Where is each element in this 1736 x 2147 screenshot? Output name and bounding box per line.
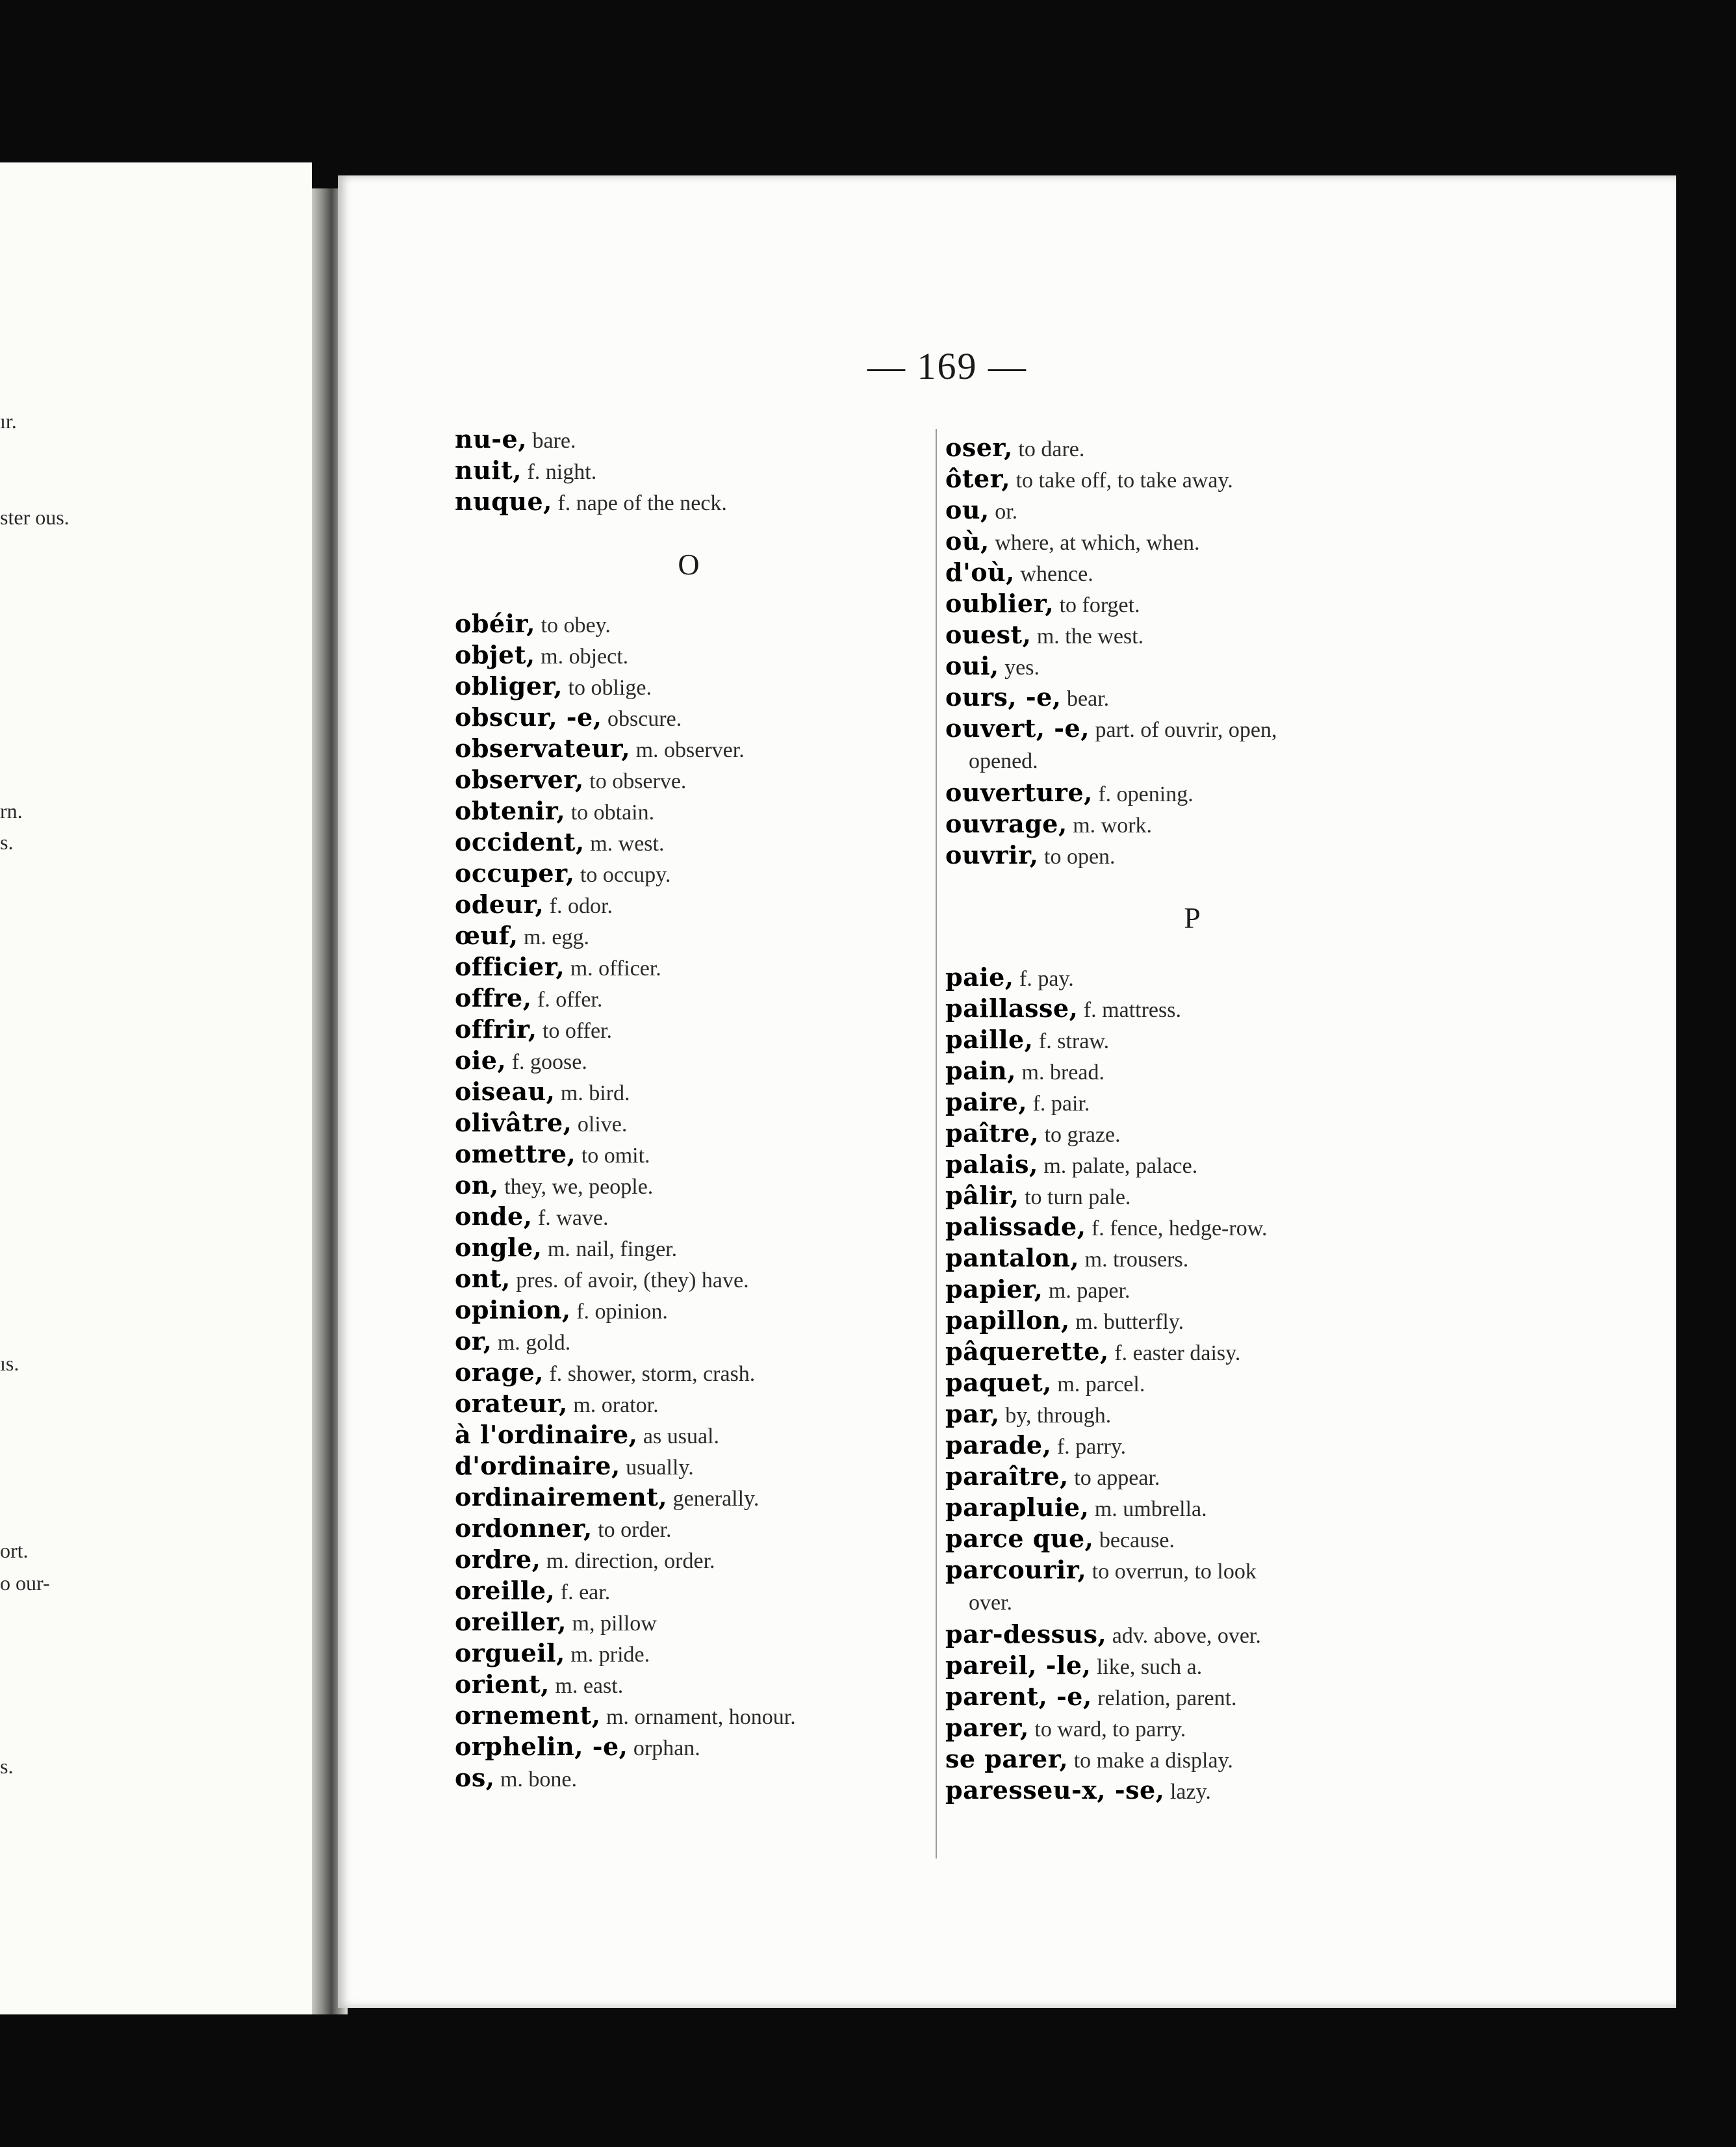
definition: m, pillow — [572, 1612, 657, 1636]
headword: ouvrir, — [945, 840, 1039, 869]
column-divider — [936, 429, 937, 1858]
definition: to ward, to parry. — [1034, 1717, 1186, 1742]
definition: to appear. — [1074, 1466, 1160, 1490]
definition: to overrun, to look — [1091, 1560, 1257, 1584]
headword: ont, — [455, 1264, 511, 1293]
dictionary-entry — [945, 993, 1439, 1024]
headword: pain, — [945, 1056, 1016, 1085]
headword: palissade, — [945, 1212, 1086, 1241]
definition: m. parcel. — [1057, 1372, 1145, 1396]
dictionary-entry — [945, 1430, 1439, 1461]
headword: orphelin, -e, — [455, 1732, 628, 1761]
dictionary-entry — [455, 1482, 923, 1513]
headword: obtenir, — [455, 796, 566, 825]
dictionary-entry — [455, 486, 923, 517]
dictionary-entry — [455, 702, 923, 733]
dictionary-entry — [945, 777, 1439, 808]
definition: f. nape of the neck. — [557, 491, 727, 515]
definition: f. offer. — [537, 988, 603, 1012]
definition: to dare. — [1018, 437, 1085, 461]
definition: f. opening. — [1098, 782, 1194, 806]
left-page-fragment: ır. — [0, 409, 17, 433]
dictionary-entry — [945, 808, 1439, 840]
dictionary-entry — [455, 455, 923, 486]
headword: nu-e, — [455, 424, 527, 454]
headword: olivâtre, — [455, 1108, 572, 1137]
dictionary-entry — [945, 463, 1439, 495]
definition: adv. above, over. — [1112, 1624, 1261, 1648]
dictionary-entry — [455, 1045, 923, 1076]
definition: to turn pale. — [1025, 1185, 1131, 1209]
headword: paire, — [945, 1087, 1028, 1116]
headword: oreiller, — [455, 1607, 567, 1636]
dictionary-entry — [455, 764, 923, 795]
dictionary-entry — [455, 1357, 923, 1388]
headword: oui, — [945, 651, 999, 680]
definition: m. bird. — [560, 1081, 630, 1105]
definition: f. parry. — [1056, 1435, 1127, 1459]
definition: bare. — [532, 429, 576, 453]
headword: paie, — [945, 962, 1014, 992]
headword: officier, — [455, 952, 565, 981]
headword: parer, — [945, 1713, 1029, 1742]
headword: palais, — [945, 1150, 1038, 1179]
dictionary-entry — [945, 1211, 1439, 1242]
definition: f. straw. — [1038, 1029, 1110, 1053]
definition: m. orator. — [573, 1393, 659, 1417]
dictionary-entry — [455, 1762, 923, 1793]
dictionary-entry — [455, 858, 923, 889]
headword: oie, — [455, 1046, 507, 1075]
definition: usually. — [626, 1456, 694, 1480]
headword: paille, — [945, 1025, 1034, 1054]
dictionary-entry — [945, 1180, 1439, 1211]
headword: ouverture, — [945, 778, 1093, 807]
section-letter-o: O — [678, 548, 700, 581]
headword: ouvrage, — [945, 809, 1067, 838]
dictionary-entry — [455, 1513, 923, 1544]
headword: ordonner, — [455, 1513, 593, 1543]
definition: obscure. — [607, 707, 682, 731]
headword: par, — [945, 1399, 1000, 1428]
dictionary-entry — [455, 1170, 923, 1201]
dictionary-entry — [455, 1731, 923, 1762]
headword: se parer, — [945, 1744, 1069, 1773]
definition: bear. — [1067, 687, 1110, 711]
headword: paillasse, — [945, 994, 1079, 1023]
headword: où, — [945, 526, 989, 556]
dictionary-entry — [455, 1294, 923, 1326]
definition: to graze. — [1044, 1123, 1121, 1147]
headword: offrir, — [455, 1014, 537, 1044]
headword: ordinairement, — [455, 1482, 668, 1511]
definition: f. odor. — [549, 894, 613, 918]
definition: m. gold. — [497, 1331, 571, 1355]
definition-continuation: opened. — [969, 749, 1038, 773]
dictionary-entry — [945, 1086, 1439, 1118]
headword: paresseu-x, -se, — [945, 1775, 1165, 1805]
headword: orgueil, — [455, 1638, 565, 1667]
definition: to obtain. — [570, 801, 655, 825]
dictionary-entry — [945, 1274, 1439, 1305]
definition-continuation: over. — [969, 1591, 1013, 1615]
dictionary-entry — [945, 1712, 1439, 1743]
headword: ongle, — [455, 1233, 542, 1262]
dictionary-entry — [455, 889, 923, 920]
headword: pareil, -le, — [945, 1651, 1091, 1680]
definition: like, such a. — [1096, 1655, 1203, 1679]
definition: part. of ouvrir, open, — [1095, 718, 1277, 742]
headword: on, — [455, 1170, 499, 1200]
dictionary-entry — [945, 432, 1439, 463]
headword: parade, — [945, 1430, 1052, 1459]
definition: m. umbrella. — [1094, 1497, 1207, 1521]
definition: m. east. — [555, 1674, 624, 1698]
headword: œuf, — [455, 921, 518, 950]
headword: ornement, — [455, 1701, 601, 1730]
dictionary-entry — [455, 1669, 923, 1700]
left-page-fragment: ster ous. — [0, 506, 70, 529]
definition: m. the west. — [1036, 624, 1144, 649]
headword: omettre, — [455, 1139, 576, 1168]
definition: m. direction, order. — [546, 1549, 715, 1573]
definition: m. officer. — [570, 957, 661, 981]
dictionary-entry — [455, 983, 923, 1014]
headword: à l'ordinaire, — [455, 1420, 638, 1449]
definition: f. pay. — [1019, 967, 1074, 991]
definition: to obey. — [541, 613, 611, 637]
definition: f. ear. — [560, 1580, 611, 1604]
dictionary-entry — [455, 951, 923, 983]
headword: orient, — [455, 1669, 550, 1699]
left-page-fragment: o our- — [0, 1571, 50, 1595]
dictionary-entry — [455, 1419, 923, 1450]
dictionary-entry — [455, 1232, 923, 1263]
definition: to open. — [1044, 845, 1116, 869]
dictionary-entry — [945, 588, 1439, 619]
dictionary-entry — [455, 608, 923, 639]
headword: obéir, — [455, 609, 536, 638]
dictionary-entry — [455, 671, 923, 702]
left-page — [0, 162, 312, 2014]
definition: f. fence, hedge-row. — [1091, 1216, 1268, 1241]
definition: f. goose. — [511, 1050, 587, 1074]
dictionary-entry — [945, 1681, 1439, 1712]
dictionary-entry — [455, 1388, 923, 1419]
dictionary-entry — [945, 1024, 1439, 1055]
dictionary-entry — [945, 1523, 1439, 1554]
dictionary-entry — [945, 962, 1439, 993]
headword: opinion, — [455, 1295, 571, 1324]
left-page-fragment: s. — [0, 830, 14, 854]
definition: m. bread. — [1021, 1061, 1104, 1085]
dictionary-entry — [945, 1118, 1439, 1149]
headword: parce que, — [945, 1524, 1094, 1553]
dictionary-entry — [945, 1305, 1439, 1336]
definition: to oblige. — [568, 676, 652, 700]
headword: ouest, — [945, 620, 1032, 649]
definition: they, we, people. — [504, 1175, 654, 1199]
definition: relation, parent. — [1097, 1686, 1237, 1710]
definition: orphan. — [633, 1736, 700, 1760]
left-page-fragment: rn. — [0, 799, 23, 823]
dictionary-entry — [945, 1554, 1439, 1619]
headword: offre, — [455, 983, 532, 1012]
left-page-fragment: s. — [0, 1755, 14, 1778]
definition: m. bone. — [500, 1768, 578, 1792]
headword: observer, — [455, 765, 584, 794]
definition: m. west. — [590, 832, 665, 856]
headword: occident, — [455, 827, 585, 856]
dictionary-entry — [455, 1450, 923, 1482]
headword: observateur, — [455, 734, 631, 763]
definition: m. observer. — [635, 738, 745, 762]
page-number: — 169 — — [867, 345, 1027, 387]
dictionary-entry — [945, 1492, 1439, 1523]
dictionary-entry — [455, 1263, 923, 1294]
definition: lazy. — [1169, 1780, 1211, 1804]
dictionary-entry — [945, 557, 1439, 588]
headword: pantalon, — [945, 1243, 1080, 1272]
dictionary-entry — [455, 1138, 923, 1170]
definition: m. egg. — [523, 925, 589, 949]
definition: f. shower, storm, crash. — [549, 1362, 756, 1386]
dictionary-entry — [455, 1606, 923, 1638]
headword: ôter, — [945, 464, 1011, 493]
definition: whence. — [1020, 562, 1093, 586]
definition: f. night. — [527, 460, 597, 484]
headword: pâquerette, — [945, 1337, 1109, 1366]
definition: yes. — [1004, 656, 1040, 680]
headword: papillon, — [945, 1305, 1070, 1335]
dictionary-entry — [945, 1367, 1439, 1398]
left-page-fragment: ıs. — [0, 1352, 19, 1375]
dictionary-entry — [945, 1461, 1439, 1492]
headword: ours, -e, — [945, 682, 1062, 712]
dictionary-entry — [945, 1055, 1439, 1086]
dictionary-entry — [455, 1014, 923, 1045]
headword: paquet, — [945, 1368, 1052, 1397]
definition: m. palate, palace. — [1043, 1154, 1198, 1178]
definition: m. pride. — [570, 1643, 650, 1667]
definition: f. opinion. — [576, 1300, 668, 1324]
dictionary-entry — [945, 1650, 1439, 1681]
dictionary-entry — [945, 713, 1439, 777]
headword: d'ordinaire, — [455, 1451, 620, 1480]
definition: f. easter daisy. — [1114, 1341, 1241, 1365]
headword: onde, — [455, 1202, 533, 1231]
dictionary-entry — [945, 1398, 1439, 1430]
dictionary-entry — [455, 1076, 923, 1107]
headword: odeur, — [455, 890, 544, 919]
dictionary-entry — [455, 1700, 923, 1731]
definition: to forget. — [1059, 593, 1140, 617]
dictionary-entry — [455, 1638, 923, 1669]
definition: olive. — [577, 1112, 628, 1137]
definition: f. wave. — [537, 1206, 609, 1230]
dictionary-entry — [455, 1201, 923, 1232]
headword: oser, — [945, 433, 1013, 462]
headword: occuper, — [455, 858, 575, 888]
dictionary-entry — [945, 1336, 1439, 1367]
dictionary-entry — [945, 526, 1439, 557]
definition: m. work. — [1073, 814, 1153, 838]
dictionary-entry — [945, 1242, 1439, 1274]
definition: where, at which, when. — [995, 531, 1200, 555]
headword: os, — [455, 1763, 495, 1792]
dictionary-entry — [945, 1149, 1439, 1180]
headword: d'où, — [945, 558, 1015, 587]
dictionary-entry — [455, 424, 923, 455]
definition: m. ornament, honour. — [606, 1705, 796, 1729]
dictionary-entry — [455, 827, 923, 858]
dictionary-entry — [455, 795, 923, 827]
definition: to offer. — [542, 1019, 612, 1043]
definition: m. paper. — [1048, 1279, 1130, 1303]
headword: objet, — [455, 640, 535, 669]
definition: m. trousers. — [1084, 1248, 1189, 1272]
dictionary-entry — [455, 639, 923, 671]
definition: to observe. — [589, 769, 687, 793]
dictionary-entry — [455, 1575, 923, 1606]
headword: paraître, — [945, 1461, 1069, 1491]
headword: paître, — [945, 1118, 1040, 1148]
dictionary-column-left — [455, 424, 923, 1793]
definition: f. mattress. — [1083, 998, 1181, 1022]
section-letter-p: P — [1184, 901, 1201, 934]
headword: oublier, — [945, 589, 1054, 618]
dictionary-column-right — [945, 432, 1439, 1806]
dictionary-entry — [945, 840, 1439, 871]
headword: ou, — [945, 495, 989, 524]
headword: obliger, — [455, 671, 563, 701]
definition: f. pair. — [1032, 1092, 1090, 1116]
definition: as usual. — [643, 1424, 719, 1448]
dictionary-entry — [945, 1775, 1439, 1806]
headword: orateur, — [455, 1389, 568, 1418]
dictionary-entry — [455, 1107, 923, 1138]
definition: to order. — [598, 1518, 672, 1542]
dictionary-entry — [455, 920, 923, 951]
dictionary-entry — [945, 495, 1439, 526]
headword: oreille, — [455, 1576, 555, 1605]
definition: to omit. — [581, 1144, 650, 1168]
dictionary-entry — [455, 1544, 923, 1575]
headword: parent, -e, — [945, 1682, 1092, 1711]
headword: obscur, -e, — [455, 702, 602, 732]
headword: ordre, — [455, 1545, 541, 1574]
headword: parcourir, — [945, 1555, 1087, 1584]
headword: or, — [455, 1326, 492, 1356]
headword: papier, — [945, 1274, 1043, 1304]
left-page-fragment: ort. — [0, 1539, 29, 1562]
dictionary-entry — [945, 682, 1439, 713]
dictionary-entry — [455, 1326, 923, 1357]
definition: or. — [995, 500, 1018, 524]
definition: to take off, to take away. — [1015, 469, 1233, 493]
dictionary-entry — [945, 1619, 1439, 1650]
dictionary-entry — [945, 1743, 1439, 1775]
headword: ouvert, -e, — [945, 714, 1090, 743]
headword: parapluie, — [945, 1493, 1090, 1522]
headword: orage, — [455, 1357, 544, 1387]
headword: par-dessus, — [945, 1619, 1107, 1649]
dictionary-entry — [455, 733, 923, 764]
headword: nuit, — [455, 456, 522, 485]
definition: because. — [1099, 1528, 1175, 1552]
dictionary-entry — [945, 619, 1439, 650]
definition: m. nail, finger. — [547, 1237, 678, 1261]
definition: m. object. — [541, 645, 629, 669]
definition: by, through. — [1005, 1404, 1112, 1428]
headword: nuque, — [455, 487, 552, 516]
definition: to occupy. — [580, 863, 671, 887]
definition: generally. — [672, 1487, 760, 1511]
definition: m. butterfly. — [1075, 1310, 1184, 1334]
definition: pres. of avoir, (they) have. — [516, 1268, 749, 1292]
definition: to make a display. — [1073, 1749, 1233, 1773]
headword: pâlir, — [945, 1181, 1019, 1210]
dictionary-entry — [945, 650, 1439, 682]
headword: oiseau, — [455, 1077, 555, 1106]
